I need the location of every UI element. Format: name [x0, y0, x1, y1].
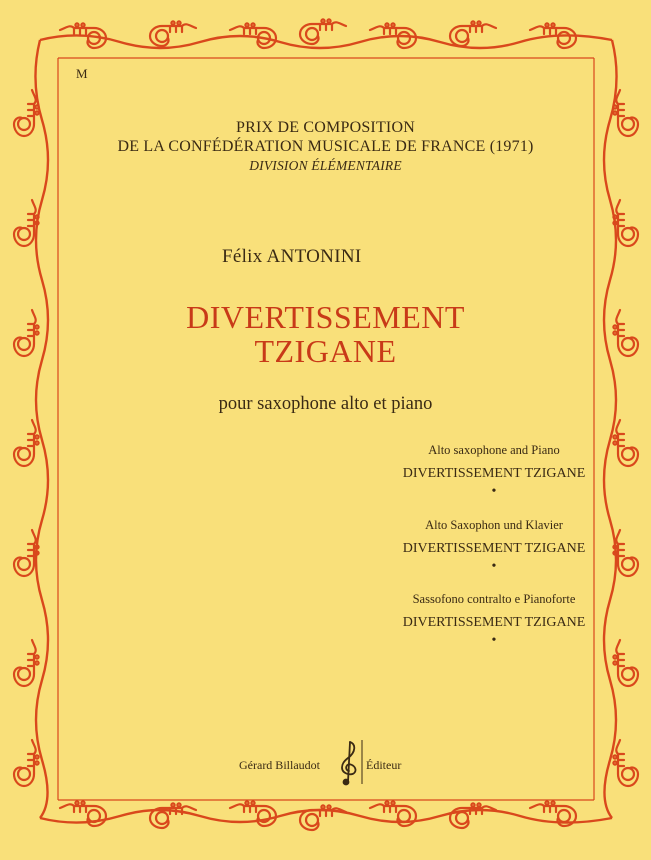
translation-bullet: •	[491, 559, 497, 574]
prize-division: DIVISION ÉLÉMENTAIRE	[249, 158, 402, 173]
translation-title: DIVERTISSEMENT TZIGANE	[402, 466, 586, 481]
publisher-name: Gérard Billaudot	[239, 758, 320, 772]
instrumentation: pour saxophone alto et piano	[218, 394, 433, 414]
work-title	[0, 300, 651, 368]
title-line-1: DIVERTISSEMENT	[186, 299, 465, 335]
title-line-2: TZIGANE	[254, 333, 397, 369]
translation-bullet: •	[491, 484, 497, 499]
translation-german	[398, 518, 590, 573]
translation-english	[398, 443, 590, 498]
translation-title: DIVERTISSEMENT TZIGANE	[402, 615, 586, 630]
translation-label: Sassofono contralto e Pianoforte	[412, 592, 576, 606]
translation-title: DIVERTISSEMENT TZIGANE	[402, 541, 586, 556]
prize-line-2: DE LA CONFÉDÉRATION MUSICALE DE FRANCE (1971)	[117, 138, 534, 155]
publisher-role: Éditeur	[366, 758, 402, 772]
translation-label: Alto saxophone and Piano	[428, 443, 560, 457]
translation-bullet: •	[491, 633, 497, 648]
composer-name: Félix ANTONINI	[222, 246, 362, 267]
corner-mark: M	[76, 66, 88, 81]
translation-label: Alto Saxophon und Klavier	[425, 518, 563, 532]
translation-italian	[398, 592, 590, 647]
prize-line-1: PRIX DE COMPOSITION	[236, 119, 415, 136]
treble-clef-logo-icon	[336, 738, 364, 786]
prize-heading	[0, 118, 651, 175]
